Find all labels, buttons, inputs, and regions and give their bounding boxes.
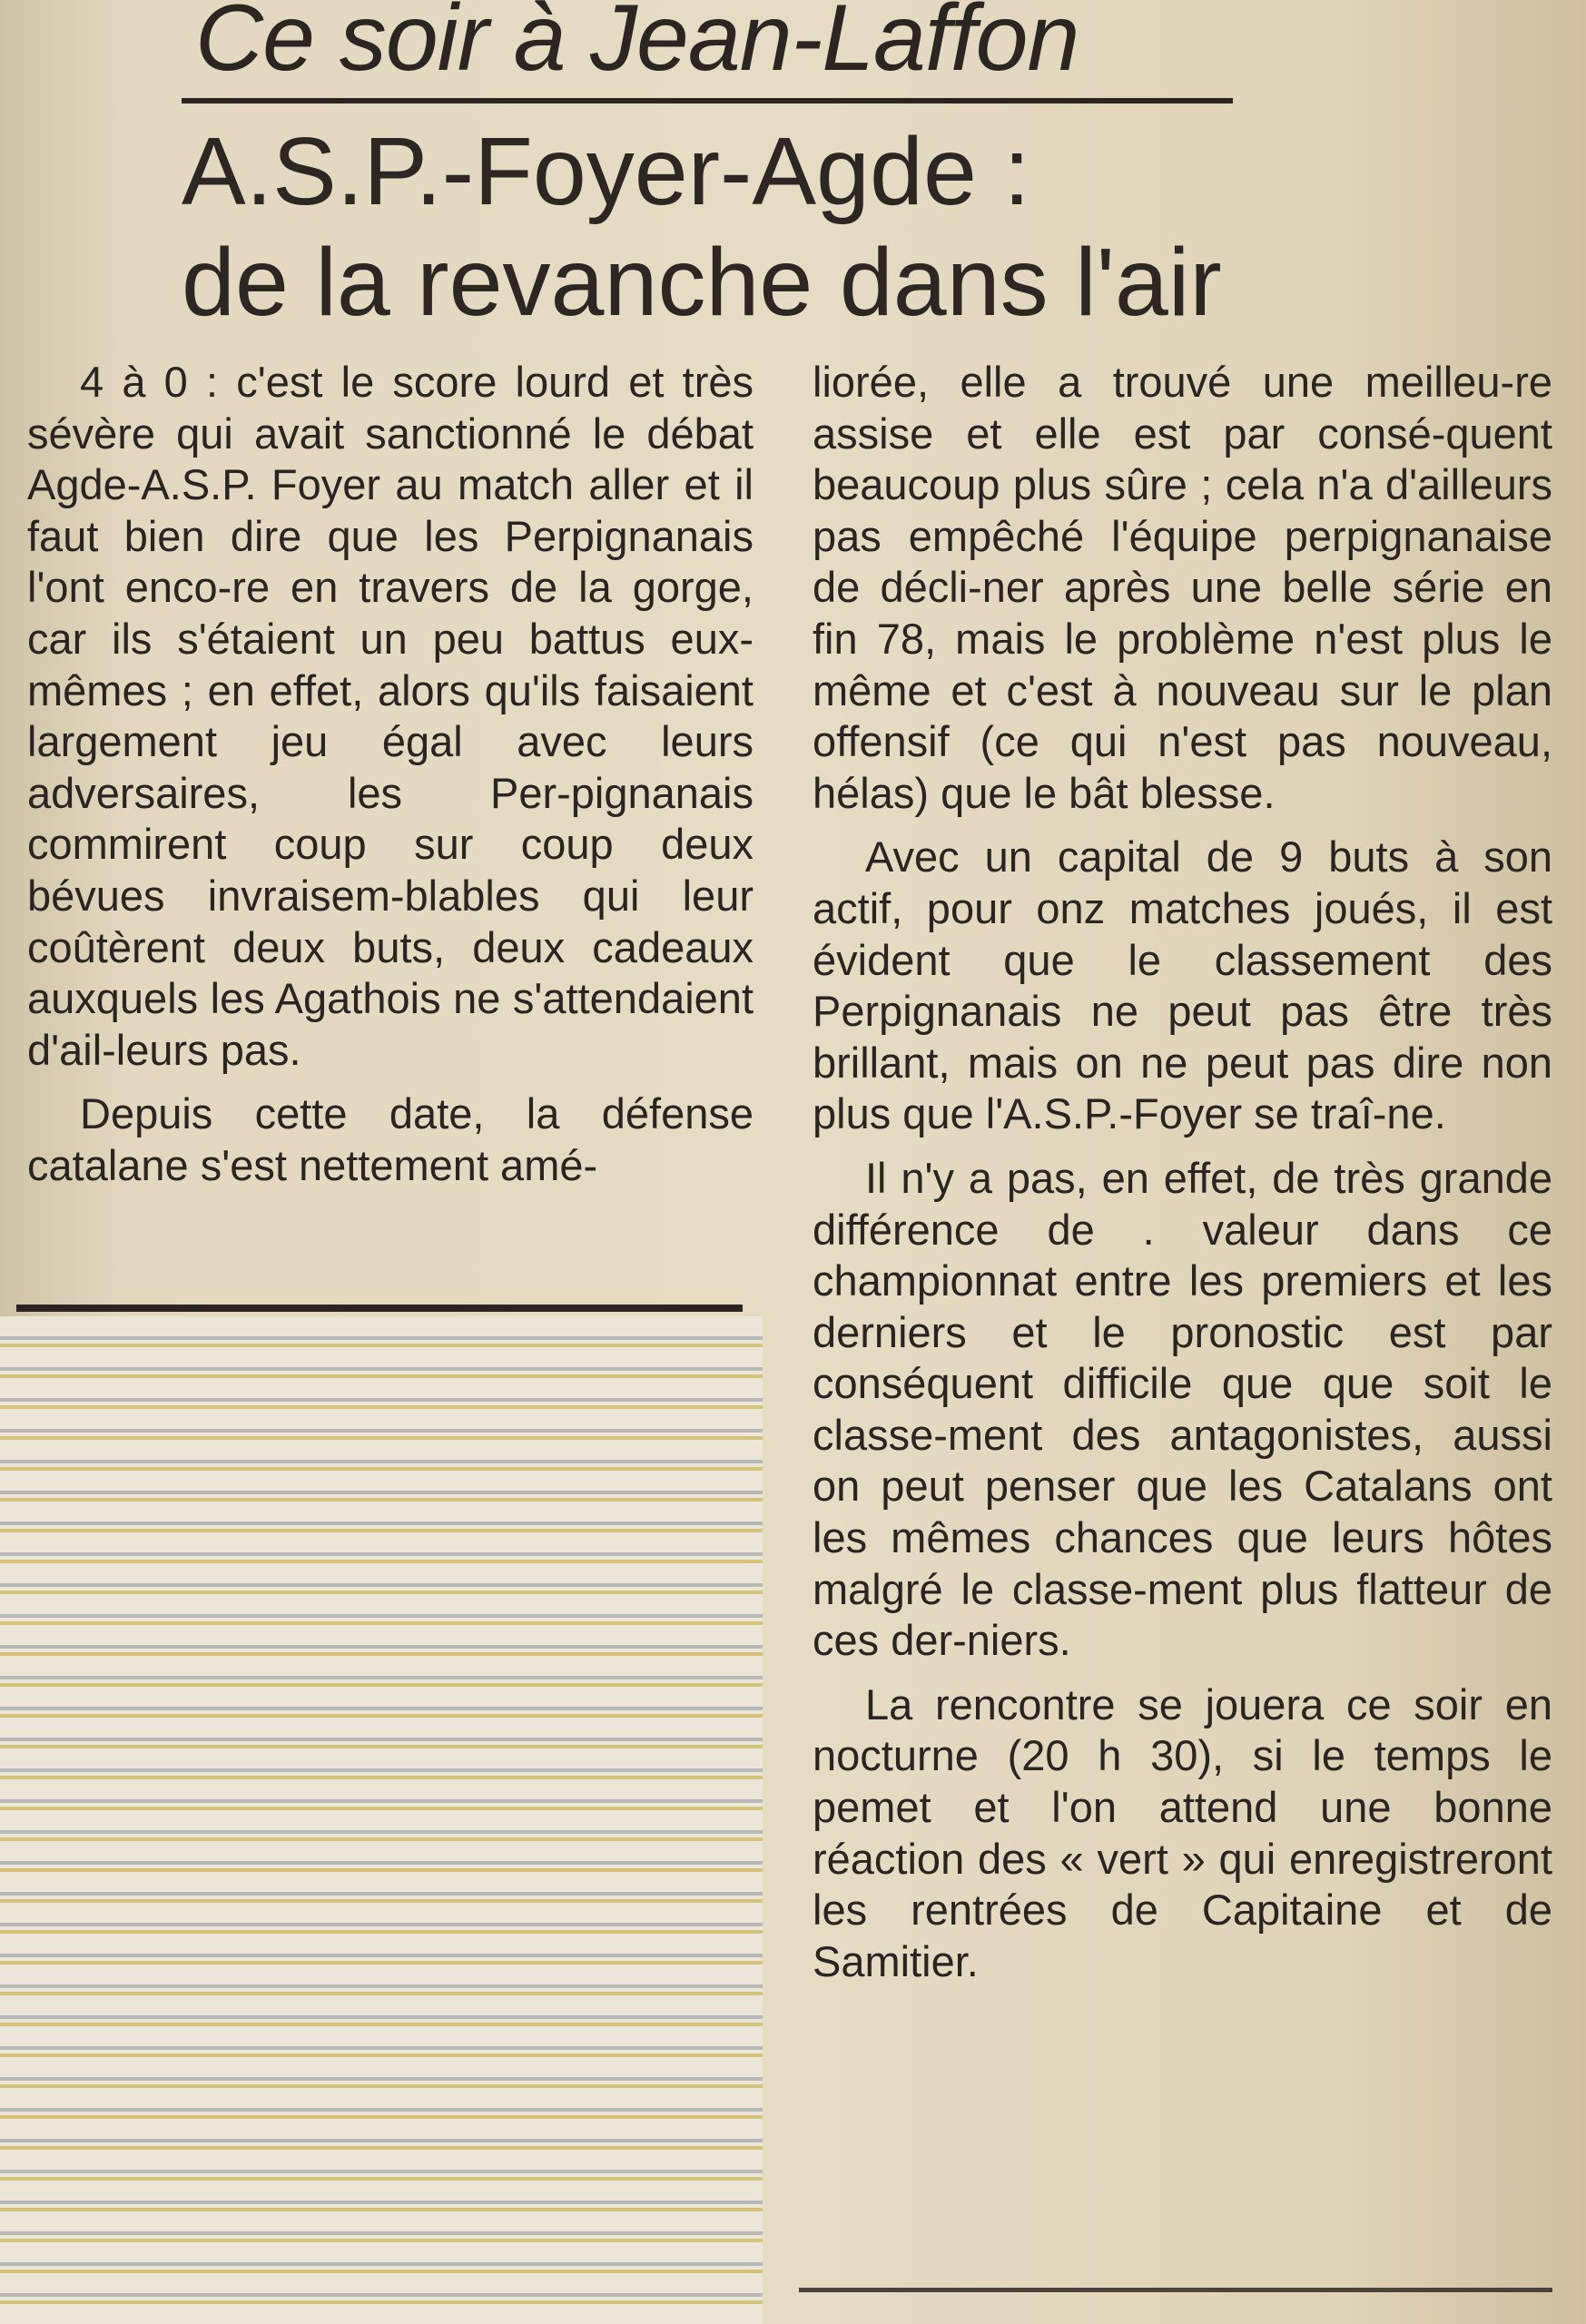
left-column xyxy=(27,357,754,1192)
headline-line-2: de la revanche dans l'air xyxy=(182,229,1222,336)
article-kicker: Ce soir à Jean-Laffon xyxy=(195,0,1079,91)
article-headline xyxy=(182,116,1471,338)
paragraph: Il n'y a pas, en effet, de très grande différence de . valeur dans ce championnat entre les premiers et les derniers et le pronostic est par conséquent difficile que que soit le classe-ment des antagonistes, aussi on peut penser que les Catalans ont les mêmes chances que leurs hôtes malgré le classe-ment plus flatteur de ces der-niers. xyxy=(813,1153,1552,1665)
headline-line-1: A.S.P.-Foyer-Agde : xyxy=(182,118,1030,225)
column-end-rule xyxy=(16,1305,743,1312)
paragraph: 4 à 0 : c'est le score lourd et très sévère qui avait sanctionné le débat Agde-A.S.P. Foyer au match aller et il faut bien dire que les Perpignanais l'ont enco-re en travers de la gorge, car ils s'étaient un peu battus eux-mêmes ; en effet, alors qu'ils faisaient largement jeu égal avec leurs adversaires, les Per-pignanais commirent coup sur coup deux bévues invraisem-blables qui leur coûtèrent deux buts, deux cadeaux auxquels les Agathois ne s'attendaient d'ail-leurs pas. xyxy=(27,358,754,1074)
article-end-rule xyxy=(799,2288,1552,2292)
paragraph: liorée, elle a trouvé une meilleu-re assise et elle est par consé-quent beaucoup plus sûre ; cela n'a d'ailleurs pas empêché l'équipe perpignanaise de décli-ner après une belle série en fin 78, mais le problème n'est plus le même et c'est à nouveau sur le plan offensif (ce qui n'est pas nouveau, hélas) que le bât blesse. xyxy=(813,358,1552,817)
paragraph: Depuis cette date, la défense catalane s'est nettement amé- xyxy=(27,1089,754,1189)
paragraph: La rencontre se jouera ce soir en nocturne (20 h 30), si le temps le pemet et l'on attend une bonne réaction des « vert » qui enregistreront les rentrées de Capitaine et de Samitier. xyxy=(813,1679,1552,1985)
right-column xyxy=(813,357,1552,1987)
kicker-rule xyxy=(182,98,1233,103)
striped-background-panel xyxy=(0,1316,763,2324)
paragraph: Avec un capital de 9 buts à son actif, pour onz matches joués, il est évident que le classement des Perpignanais ne peut pas être très brillant, mais on ne peut pas dire non plus que l'A.S.P.-Foyer se traî-ne. xyxy=(813,832,1552,1138)
